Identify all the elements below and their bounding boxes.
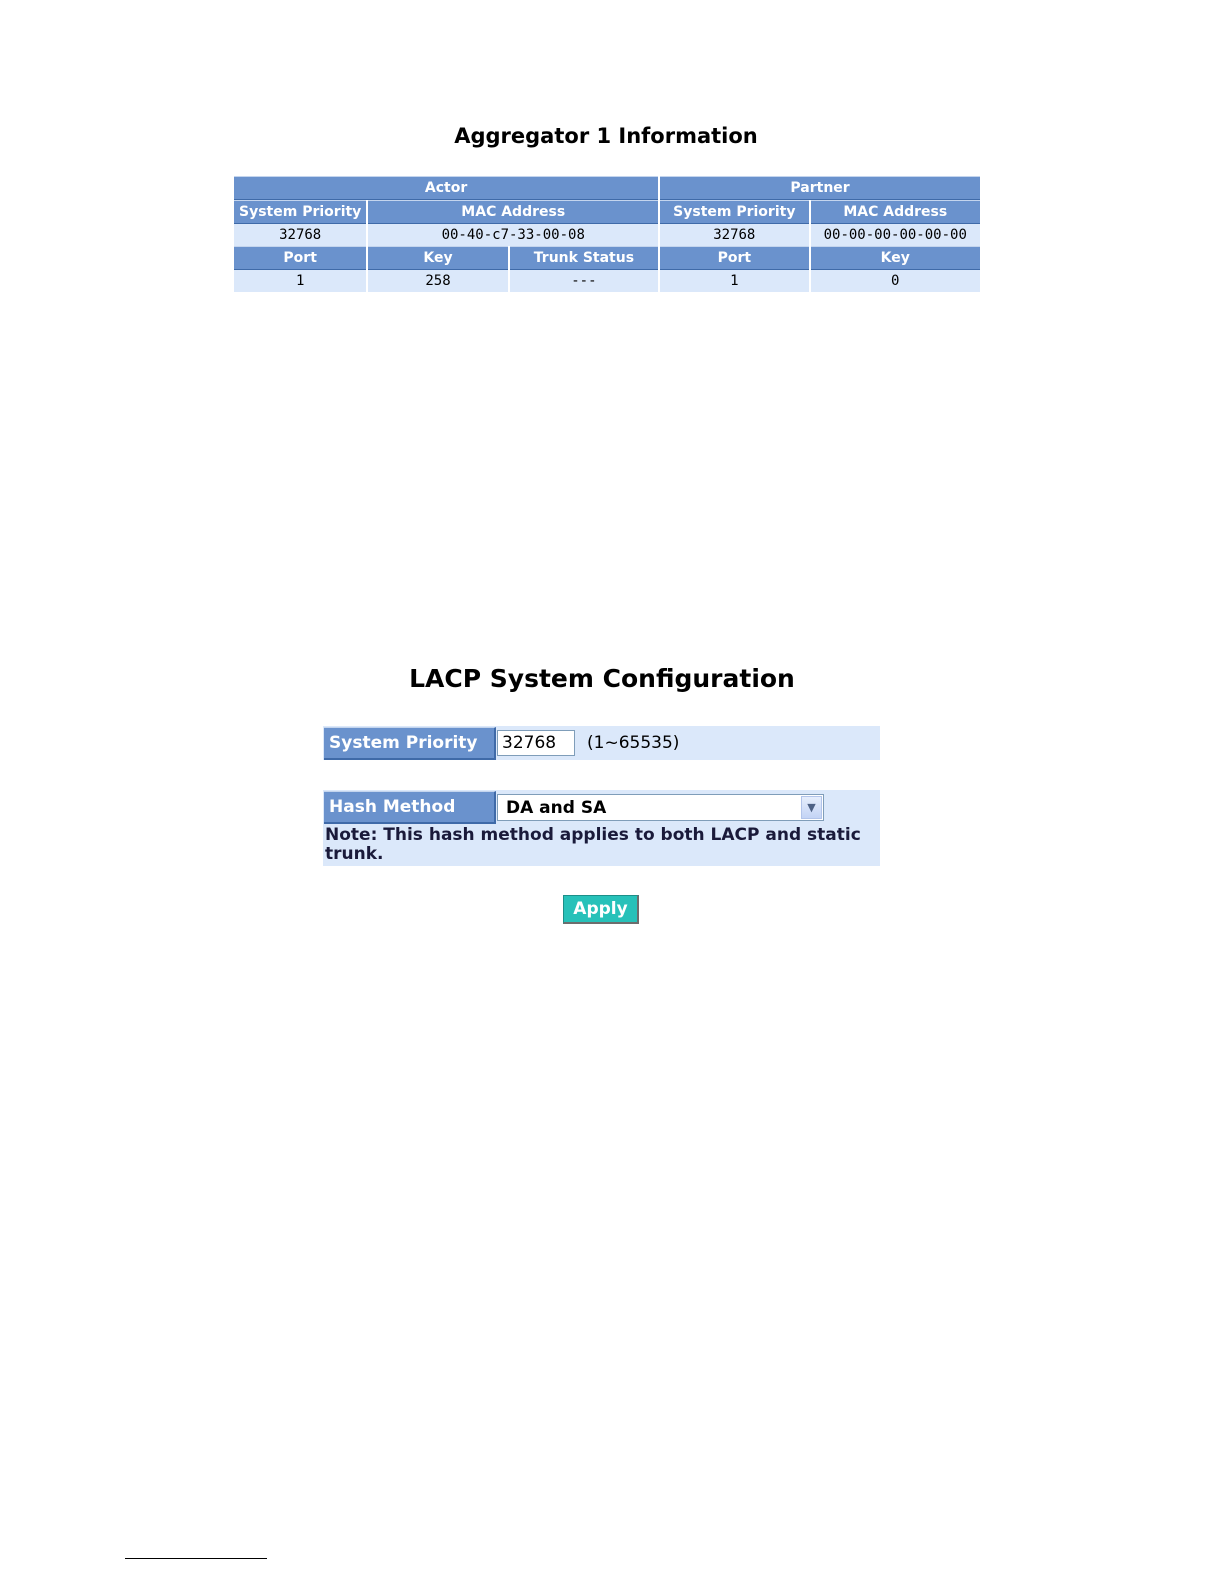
hash-method-select[interactable] bbox=[497, 794, 824, 821]
table-row bbox=[234, 200, 980, 224]
actor-system-priority-header: System Priority bbox=[234, 200, 366, 224]
table-row bbox=[234, 270, 980, 292]
actor-trunk-status-value: --- bbox=[510, 270, 658, 292]
apply-button[interactable]: Apply bbox=[563, 895, 639, 924]
partner-system-priority-value: 32768 bbox=[660, 224, 808, 246]
hash-method-label: Hash Method bbox=[324, 791, 496, 824]
actor-mac-address-value: 00-40-c7-33-00-08 bbox=[368, 224, 658, 246]
partner-system-priority-header: System Priority bbox=[660, 200, 808, 224]
lacp-config-title: LACP System Configuration bbox=[409, 664, 795, 693]
table-row bbox=[234, 246, 980, 270]
actor-key-value: 258 bbox=[368, 270, 507, 292]
aggregator-title: Aggregator 1 Information bbox=[454, 124, 758, 148]
actor-key-header: Key bbox=[368, 246, 507, 270]
hash-method-note: Note: This hash method applies to both LACP and static trunk. bbox=[325, 825, 861, 864]
table-row bbox=[234, 224, 980, 246]
hash-method-selected-value: DA and SA bbox=[506, 798, 607, 818]
system-priority-range: (1~65535) bbox=[587, 733, 680, 753]
actor-port-value: 1 bbox=[234, 270, 366, 292]
chevron-down-icon[interactable]: ▼ bbox=[801, 796, 822, 819]
actor-trunk-status-header: Trunk Status bbox=[510, 246, 658, 270]
system-priority-input[interactable] bbox=[497, 730, 575, 756]
actor-system-priority-value: 32768 bbox=[234, 224, 366, 246]
actor-header: Actor bbox=[234, 176, 658, 200]
partner-key-header: Key bbox=[811, 246, 981, 270]
footnote-divider bbox=[125, 1558, 267, 1559]
table-row bbox=[234, 176, 980, 200]
partner-key-value: 0 bbox=[811, 270, 981, 292]
aggregator-info-table bbox=[232, 176, 982, 292]
partner-mac-address-value: 00-00-00-00-00-00 bbox=[811, 224, 981, 246]
system-priority-label: System Priority bbox=[324, 727, 496, 760]
partner-port-header: Port bbox=[660, 246, 808, 270]
partner-port-value: 1 bbox=[660, 270, 808, 292]
partner-mac-address-header: MAC Address bbox=[811, 200, 981, 224]
actor-port-header: Port bbox=[234, 246, 366, 270]
partner-header: Partner bbox=[660, 176, 980, 200]
actor-mac-address-header: MAC Address bbox=[368, 200, 658, 224]
